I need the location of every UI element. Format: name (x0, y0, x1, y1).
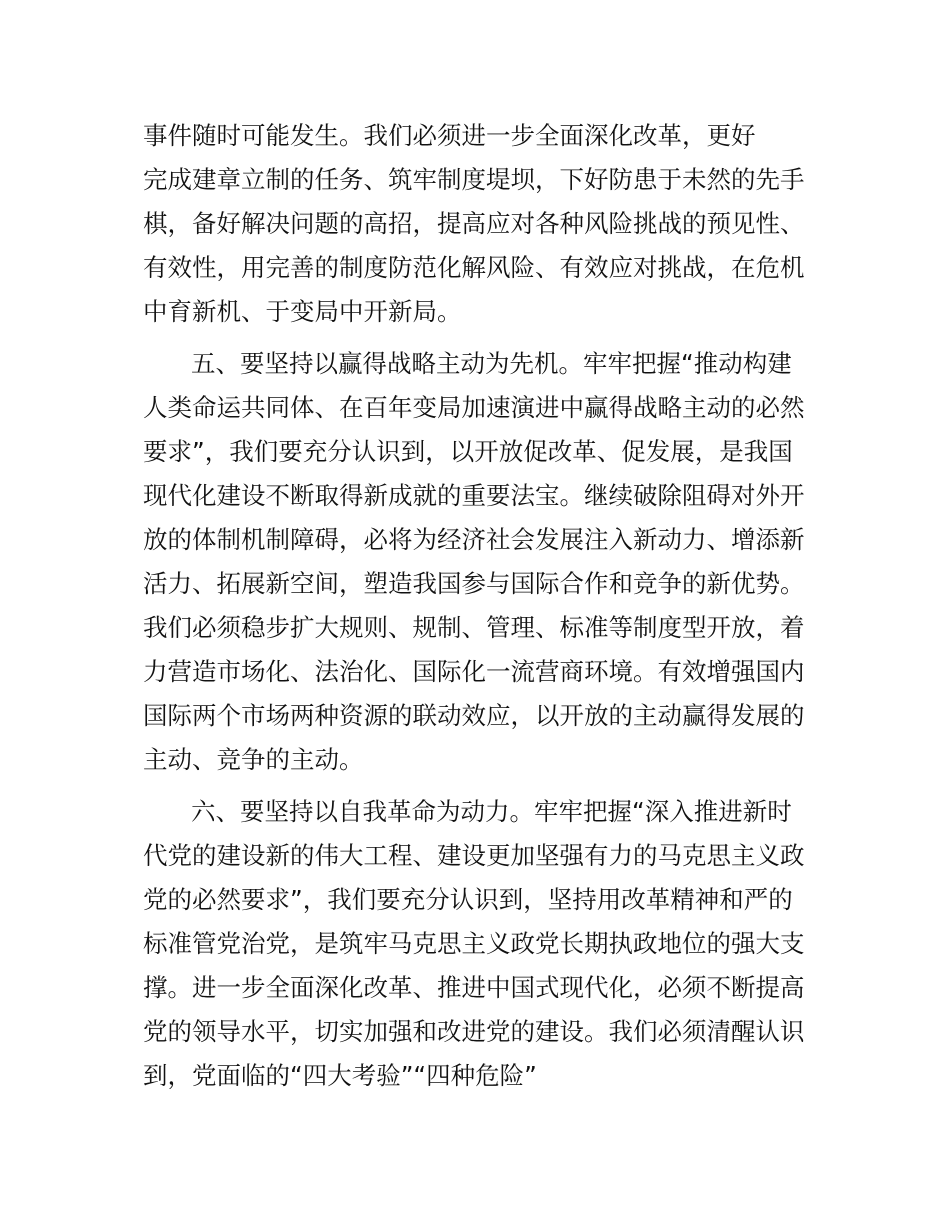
text-line: 标准管党治党，是筑牢马克思主义政党长期执政地位的强大支 (143, 929, 805, 958)
text-line: 党的必然要求”，我们要充分认识到，坚持用改革精神和严的 (143, 885, 793, 914)
text-line: 活力、拓展新空间，塑造我国参与国际合作和竞争的新优势。 (143, 569, 805, 598)
text-line: 撑。进一步全面深化改革、推进中国式现代化，必须不断提高 (143, 973, 805, 1002)
text-line: 完成建章立制的任务、筑牢制度堤坝，下好防患于未然的先手 (143, 165, 805, 194)
text-line: 有效性，用完善的制度防范化解风险、有效应对挑战，在危机 (143, 253, 805, 282)
text-line: 代党的建设新的伟大工程、建设更加坚强有力的马克思主义政 (143, 841, 805, 870)
text-line: 放的体制机制障碍，必将为经济社会发展注入新动力、增添新 (143, 525, 805, 554)
text-line: 国际两个市场两种资源的联动效应，以开放的主动赢得发展的 (143, 701, 805, 730)
text-line: 力营造市场化、法治化、国际化一流营商环境。有效增强国内 (143, 657, 805, 686)
text-line: 现代化建设不断取得新成就的重要法宝。继续破除阻碍对外开 (143, 481, 805, 510)
text-line: 我们必须稳步扩大规则、规制、管理、标准等制度型开放，着 (143, 613, 805, 642)
text-line: 事件随时可能发生。我们必须进一步全面深化改革，更好 (143, 121, 756, 150)
paragraph-six-heading-line: 六、要坚持以自我革命为动力。牢牢把握“深入推进新时 (191, 797, 792, 826)
text-line: 到，党面临的“四大考验”“四种危险” (143, 1061, 537, 1090)
text-line: 棋，备好解决问题的高招，提高应对各种风险挑战的预见性、 (143, 209, 805, 238)
text-line: 中育新机、于变局中开新局。 (143, 297, 462, 326)
text-line: 党的领导水平，切实加强和改进党的建设。我们必须清醒认识 (143, 1017, 805, 1046)
text-line: 人类命运共同体、在百年变局加速演进中赢得战略主动的必然 (143, 393, 805, 422)
text-line: 主动、竞争的主动。 (143, 745, 364, 774)
text-line: 要求”，我们要充分认识到，以开放促改革、促发展，是我国 (143, 437, 793, 466)
paragraph-five-heading-line: 五、要坚持以赢得战略主动为先机。牢牢把握“推动构建 (191, 349, 792, 378)
